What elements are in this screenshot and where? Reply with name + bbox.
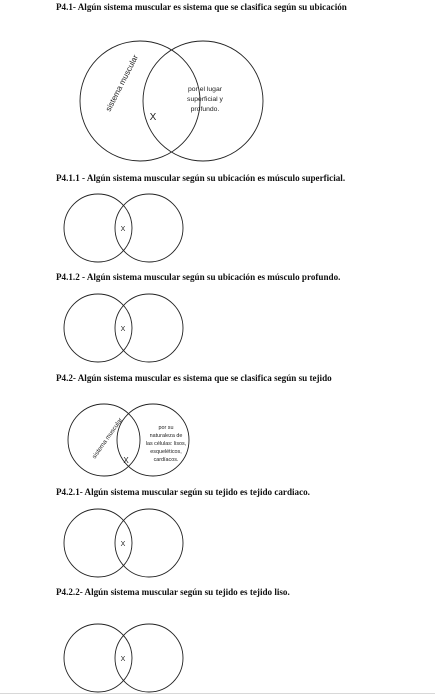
venn-intersection-mark: X bbox=[120, 541, 126, 548]
venn-diagram-p4-2-1 bbox=[0, 505, 435, 585]
venn-right-label-line-3: las células: lisos, bbox=[145, 441, 187, 447]
venn-right-label-line-5: cardíacos. bbox=[153, 457, 179, 463]
venn-right-label-line-2: superficial y bbox=[187, 96, 223, 103]
venn-right-label-line-3: profundo. bbox=[190, 106, 220, 113]
venn-intersection-mark: X bbox=[120, 226, 126, 233]
heading-p4-2-2: P4.2.2- Algún sistema muscular según su tejido es tejido liso. bbox=[56, 587, 290, 597]
venn-diagram-p4-2-2 bbox=[0, 620, 435, 700]
venn-intersection-mark: X bbox=[149, 112, 157, 123]
venn-right-label-line-1: por su bbox=[158, 425, 174, 431]
venn-diagram-p4-1-2 bbox=[0, 290, 435, 370]
heading-p4-2-1: P4.2.1- Algún sistema muscular según su tejido es tejido cardiaco. bbox=[56, 487, 310, 497]
venn-intersection-mark: X bbox=[120, 656, 126, 663]
venn-diagram-p4-1-1 bbox=[0, 190, 435, 270]
page-bottom-divider bbox=[0, 693, 435, 694]
venn-right-circle bbox=[117, 404, 189, 476]
venn-right-label-line-4: esqueléticos, bbox=[150, 449, 182, 455]
venn-intersection-mark: X bbox=[120, 326, 126, 333]
venn-left-label: sistema muscular bbox=[90, 416, 125, 461]
heading-p4-1-1: P4.1.1 - Algún sistema muscular según su ubicación es músculo superficial. bbox=[56, 173, 346, 183]
venn-right-label-line-2: naturaleza de bbox=[149, 433, 183, 439]
heading-p4-2: P4.2- Algún sistema muscular es sistema que se clasifica según su tejido bbox=[56, 373, 332, 383]
venn-diagram-p4-1 bbox=[0, 40, 435, 170]
venn-left-label: sistema muscular bbox=[103, 53, 141, 113]
venn-diagram-p4-2 bbox=[0, 402, 435, 482]
venn-intersection-mark: X bbox=[123, 456, 129, 465]
heading-p4-1: P4.1- Algún sistema muscular es sistema que se clasifica según su ubicación bbox=[56, 2, 347, 12]
venn-left-circle bbox=[80, 41, 200, 161]
heading-p4-1-2: P4.1.2 - Algún sistema muscular según su ubicación es músculo profundo. bbox=[56, 272, 341, 282]
venn-right-label-line-1: por el lugar bbox=[187, 86, 223, 93]
